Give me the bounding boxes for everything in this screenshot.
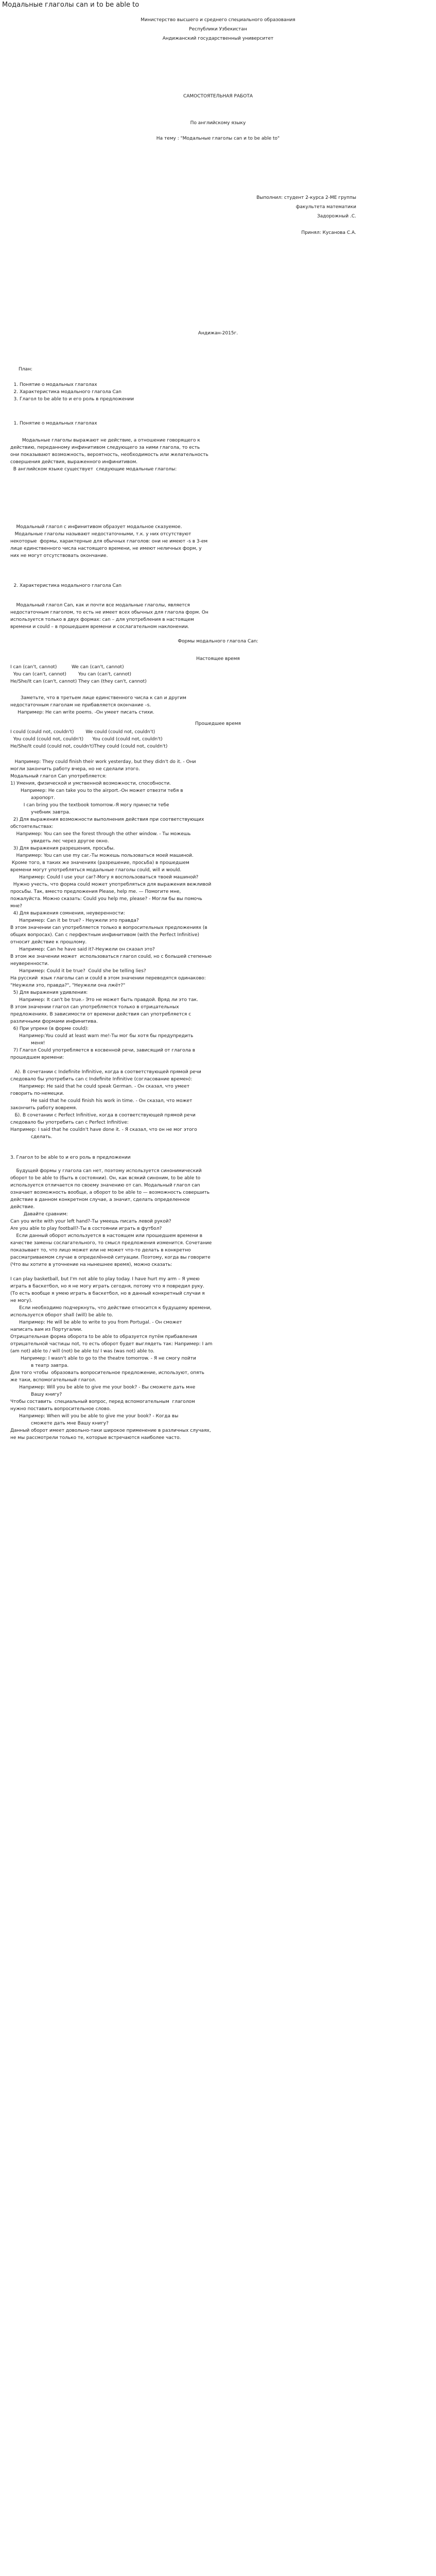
paragraph-line: показывает то, что лицо может или не может что-то делать в конкретно	[10, 1248, 191, 1253]
section-heading: 3. Глагол to be able to и его роль в предложении	[10, 1155, 131, 1160]
paragraph-line: Кроме того, в таких же значениях (разрешение, просьба) в прошедшем	[10, 860, 189, 866]
paragraph-line: они показывают возможность, вероятность, необходимость или желательность	[10, 452, 208, 457]
reviewer-line: Принял: Кусанова С.А.	[301, 230, 356, 235]
paragraph-line: прошедшем времени:	[10, 1055, 64, 1060]
paragraph-line: действию, переданному инфинитивом следующего за ними глагола, то есть	[10, 445, 200, 450]
paragraph-line: Модальный глагол Can употребляется:	[10, 774, 107, 779]
paragraph-line: Например: He can take you to the airport.-Он может отвезти тебя в	[10, 788, 183, 793]
paragraph-line: Давайте сравним:	[10, 1212, 68, 1217]
paragraph-line: времени могут употребляться модальные глаголы could, will и would.	[10, 868, 182, 873]
paragraph-line: Например: Could it be true? Could she be telling lies?	[10, 969, 146, 974]
section-body	[10, 758, 422, 1141]
paragraph-line: неуверенности.	[10, 961, 49, 967]
paragraph-line	[10, 495, 422, 502]
paragraph-line: времени и could – в прошедшем времени и сослагательном наклонении.	[10, 624, 189, 630]
paragraph-line: 4) Для выражения сомнения, неуверенности:	[10, 911, 125, 916]
plan-item: 2. Характеристика модального глагола Can	[20, 388, 422, 396]
paragraph-line: говорить по-немецки.	[10, 1091, 64, 1096]
past-table	[10, 728, 422, 750]
paragraph-line: I can bring you the textbook tomorrow.-Я могу принести тебе	[10, 803, 169, 808]
paragraph-line	[10, 509, 422, 516]
paragraph-line: не могу).	[10, 1298, 33, 1303]
paragraph-line: аэропорт.	[10, 795, 55, 801]
subject-line: По английскому языку	[190, 121, 246, 126]
paragraph-line: Данный оборот имеет довольно-таки широкое применение в различных случаях,	[10, 1428, 211, 1433]
section-body	[10, 602, 422, 631]
paragraph-line: 5) Для выражения удивления:	[10, 990, 88, 995]
conjugation-row: You can (can't, cannot) You can (can't, cannot)	[10, 672, 132, 677]
plan-item: 1. Понятие о модальных глаголах	[20, 381, 422, 388]
paragraph-line: Для того чтобы образовать вопросительное предложение, используют, опять	[10, 1370, 204, 1376]
city-year: Андижан-2015г.	[198, 331, 238, 336]
conjugation-row: I can (can't, cannot) We can (can't, cannot)	[10, 665, 124, 670]
paragraph-line: Если необходимо подчеркнуть, что действие относится к будущему времени,	[10, 1306, 212, 1311]
paragraph-line: совершения действия, выраженного инфинитивом.	[10, 460, 138, 465]
paragraph-line: действие в данном конкретном случае, а значит, сделать определенное	[10, 1197, 190, 1202]
paragraph-line: недостаточным глаголом, то есть не имеет всех обычных для глагола форм. Он	[10, 610, 208, 615]
paragraph-line: используется только в двух формах: can – для употребления в настоящем	[10, 617, 194, 622]
paragraph-line: Вашу книгу?	[10, 1392, 62, 1397]
paragraph-line: I can play basketball, but I'm not able to play today. I have hurt my arm – Я умею	[10, 1277, 200, 1282]
page-title: Модальные глаголы can и to be able to	[2, 1, 139, 9]
paragraph-line: действие.	[10, 1205, 35, 1210]
paragraph-line: нужно поставить вопросительное слово.	[10, 1406, 111, 1412]
paragraph-line: В этом же значении может использоваться глагол could, но с большей степенью	[10, 954, 212, 959]
paragraph-line: Например: I wasn't able to go to the theatre tomorrow. - Я не смогу пойти	[10, 1356, 196, 1361]
paragraph-line: Например: It can't be true.- Это не может быть правдой. Вряд ли это так.	[10, 997, 198, 1003]
paragraph-line: просьбы. Так, вместо предложения Please, help me. — Помогите мне,	[10, 889, 181, 894]
paragraph-line: означает возможность вообще, а оборот to be able to — возможность совершить	[10, 1190, 210, 1195]
paragraph-line: них не могут отсутствовать окончание.	[10, 553, 108, 558]
section-heading-text: 2. Характеристика модального глагола Can	[20, 582, 422, 589]
paragraph-line: в театр завтра.	[10, 1363, 69, 1368]
paragraph-line: Например: He said that he could speak German. - Он сказал, что умеет	[10, 1084, 190, 1089]
section-body	[10, 437, 422, 560]
conjugation-row: I could (could not, couldn't) We could (could not, couldn't)	[10, 730, 155, 735]
paragraph-line: Если данный оборот используется в настоящем или прошедшем времени в	[10, 1233, 203, 1239]
paragraph-line	[10, 487, 422, 495]
paragraph-line: А). В сочетании с Indefinite Infinitive, когда в соответствующей прямой речи	[10, 1070, 201, 1075]
paragraph-line: Чтобы составить специальный вопрос, перед вспомогательным глаголом	[10, 1399, 195, 1404]
paragraph-line	[10, 473, 422, 480]
paragraph-line: не мы рассмотрели только те, которые встречаются наиболее часто.	[10, 1435, 181, 1440]
paragraph-line: В английском языке существует следующие модальные глаголы:	[10, 467, 177, 472]
paragraph-line: На русский язык глаголы can и could в этом значении переводятся одинаково:	[10, 976, 206, 981]
section-heading-text: 1. Понятие о модальных глаголах	[20, 420, 422, 427]
paragraph-line: написать вам из Португалии.	[10, 1327, 83, 1332]
paragraph-line: увидеть лес через другое окно.	[10, 839, 109, 844]
paragraph-line: общих вопросах). Can с перфектным инфинитивом (with the Perfect Infinitive)	[10, 933, 200, 938]
section-heading	[10, 582, 422, 589]
paragraph-line: Например: You can use my car.-Ты можешь пользоваться моей машиной.	[10, 853, 194, 858]
paragraph-line: В этом значении глагол can употребляется только в отрицательных	[10, 1005, 179, 1010]
paragraph-line: же таки, вспомогательный глагол.	[10, 1378, 96, 1383]
paragraph-line: мне?	[10, 904, 22, 909]
paragraph-line: Например: Can he have said it?-Неужели он сказал это?	[10, 947, 155, 952]
section-body	[10, 694, 422, 716]
plan-item: 3. Глагол to be able to и его роль в предложении	[20, 396, 422, 403]
paragraph-line: 3) Для выражения разрешения, просьбы.	[10, 846, 115, 851]
paragraph-line	[10, 516, 422, 523]
paragraph-line: Например: I said that he couldn't have done it. - Я сказал, что он не мог этого	[10, 1127, 197, 1132]
paragraph-line: Например: Can it be true? - Неужели это правда?	[10, 918, 139, 923]
paragraph-line: оборот to be able to (быть в состоянии). Он, как всякий синоним, to be able to	[10, 1176, 201, 1181]
country-line: Республики Узбекистан	[189, 27, 247, 32]
paragraph-line: 2) Для выражения возможности выполнения действия при соответствующих	[10, 817, 204, 822]
section-body	[10, 1167, 422, 1442]
paragraph-line: Например: Could I use your car?-Могу я воспользоваться твоей машиной?	[10, 875, 199, 880]
paragraph-line: (am not) able to / will (not) be able to/ I was (was not) able to.	[10, 1349, 155, 1354]
ministry-line: Министерство высшего и среднего специального образования	[141, 18, 295, 23]
paragraph-line: следовало бы употребить can с Indefinite Infinitive (согласование времен):	[10, 1077, 193, 1082]
paragraph-line: играть в баскетбол, но я не могу играть сегодня, потому что я повредил руку.	[10, 1284, 204, 1289]
work-type: САМОСТОЯТЕЛЬНАЯ РАБОТА	[183, 94, 253, 99]
conjugation-row: He/She/It can (can't, cannot) They can (they can't, cannot)	[10, 679, 147, 684]
paragraph-line: сможете дать мне Вашу книгу?	[10, 1421, 109, 1426]
paragraph-line	[10, 1268, 422, 1276]
paragraph-line: следовало бы употребить can с Perfect Infinitive:	[10, 1120, 129, 1125]
present-heading: Настоящее время	[196, 656, 240, 662]
paragraph-line: рассматриваемом случае в определённой ситуации. Поэтому, когда вы говорите	[10, 1255, 211, 1260]
paragraph-line: отрицательной частицы not, то есть оборот будет выглядеть так: Например: I am	[10, 1342, 213, 1347]
author-name: Задорожный .С.	[317, 214, 356, 219]
paragraph-line: Модальный глагол с инфинитивом образует модальное сказуемое.	[10, 524, 182, 530]
paragraph-line	[10, 502, 422, 509]
paragraph-line: Модальные глаголы называют недостаточными, т.к. у них отсутствуют	[10, 532, 191, 537]
paragraph-line: Например:You could at least warn me!-Ты мог бы хотя бы предупредить	[10, 1033, 194, 1039]
paragraph-line: меня!	[10, 1041, 45, 1046]
paragraph-line: Нужно учесть, что форма could может употребляться для выражения вежливой	[10, 882, 212, 887]
section-heading	[10, 420, 422, 427]
paragraph-line: качестве замены сослагательного, то смысл предложения изменится. Сочетание	[10, 1241, 212, 1246]
paragraph-line: Например: Will you be able to give me your book? - Вы сможете дать мне	[10, 1385, 196, 1390]
paragraph-line	[10, 480, 422, 487]
topic-line: На тему : "Модальные глаголы can и to be able to"	[156, 136, 280, 141]
paragraph-line: Can you write with your left hand?-Ты умеешь писать левой рукой?	[10, 1219, 171, 1224]
paragraph-line: недостаточным глаголам не прибавляется окончание –s.	[10, 703, 151, 708]
paragraph-line: различными формами инфинитива.	[10, 1019, 98, 1024]
paragraph-line: лице единственного числа настоящего времени, не имеют неличных форм, у	[10, 546, 202, 551]
paragraph-line: Например: When will you be able to give me your book? - Когда вы	[10, 1414, 179, 1419]
conjugation-row: You could (could not, couldn't) You could (could not, couldn't)	[10, 737, 163, 742]
forms-heading: Формы модального глагола Can:	[178, 639, 258, 644]
paragraph-line: Например: He will be able to write to you from Portugal. - Он сможет	[10, 1320, 182, 1325]
present-table	[10, 664, 422, 685]
university-line: Андижанский государственный университет	[162, 36, 274, 41]
paragraph-line: "Неужели это, правда?", "Неужели она лжёт?"	[10, 983, 126, 988]
paragraph-line: 1) Умения, физической и умственной возможности, способности.	[10, 781, 171, 786]
paragraph-line: 7) Глагол Could употребляется в косвенной речи, зависящий от глагола в	[10, 1048, 196, 1053]
paragraph-line: используется отличается по своему значению от can. Модальный глагол can	[10, 1183, 200, 1188]
paragraph-line: В этом значении can употребляется только в вопросительных предложениях (в	[10, 925, 207, 930]
paragraph-line: 6) При упреке (в форме could):	[10, 1026, 89, 1031]
plan-list	[10, 381, 422, 403]
paragraph-line: могли закончить работу вчера, но не сделали этого.	[10, 767, 140, 772]
paragraph-line: некоторые формы, характерные для обычных глаголов: они не имеют -s в 3-ем	[10, 539, 208, 544]
paragraph-line: He said that he could finish his work in time. - Он сказал, что может	[10, 1098, 193, 1104]
paragraph-line: учебник завтра.	[10, 810, 71, 815]
paragraph-line: предложениях. В зависимости от времени действия can употребляется с	[10, 1012, 191, 1017]
paragraph-line: обстоятельствах:	[10, 824, 54, 829]
paragraph-line: относит действие к прошлому.	[10, 940, 87, 945]
paragraph-line: (Что вы хотите в уточнение на нынешнее время), можно сказать:	[10, 1262, 172, 1267]
paragraph-line: Отрицательная форма оборота to be able to образуется путём прибавления	[10, 1334, 197, 1340]
paragraph-line: Например: He can write poems. -Он умеет писать стихи.	[10, 710, 154, 715]
paragraph-line: Are you able to play football?-Ты в состоянии играть в футбол?	[10, 1226, 162, 1231]
paragraph-line	[10, 1061, 422, 1069]
paragraph-line: сделать.	[10, 1134, 53, 1140]
paragraph-line: Б). В сочетании с Perfect Infinitive, когда в соответствующей прямой речи	[10, 1113, 196, 1118]
faculty-line: факультета математики	[295, 205, 356, 210]
past-heading: Прошедшее время	[195, 721, 241, 726]
author-line: Выполнил: студент 2-курса 2-МЕ группы	[256, 195, 356, 200]
conjugation-row: He/She/It could (could not, couldn't)They could (could not, couldn't)	[10, 744, 168, 749]
paragraph-line: Заметьте, что в третьем лице единственного числа к can и другим	[10, 696, 186, 701]
paragraph-line: Например: You can see the forest through the other window. - Ты можешь	[10, 832, 191, 837]
paragraph-line: Будущей формы у глагола can нет, поэтому используется синонимический	[10, 1168, 202, 1174]
paragraph-line: Модальные глаголы выражают не действие, а отношение говорящего к	[10, 438, 200, 443]
paragraph-line: закончить работу вовремя.	[10, 1106, 77, 1111]
paragraph-line: используется оборот shall (will) be able to.	[10, 1313, 113, 1318]
plan-heading: План:	[19, 367, 32, 372]
paragraph-line: Модальный глагол Can, как и почти все модальные глаголы, является	[10, 603, 190, 608]
paragraph-line: пожалуйста. Можно сказать: Could you help me, please? - Могли бы вы помочь	[10, 896, 202, 902]
paragraph-line: (То есть вообще я умею играть в баскетбол, но в данный конкретный случаи я	[10, 1291, 205, 1296]
paragraph-line: Например: They could finish their work yesterday, but they didn't do it. - Они	[10, 759, 196, 765]
